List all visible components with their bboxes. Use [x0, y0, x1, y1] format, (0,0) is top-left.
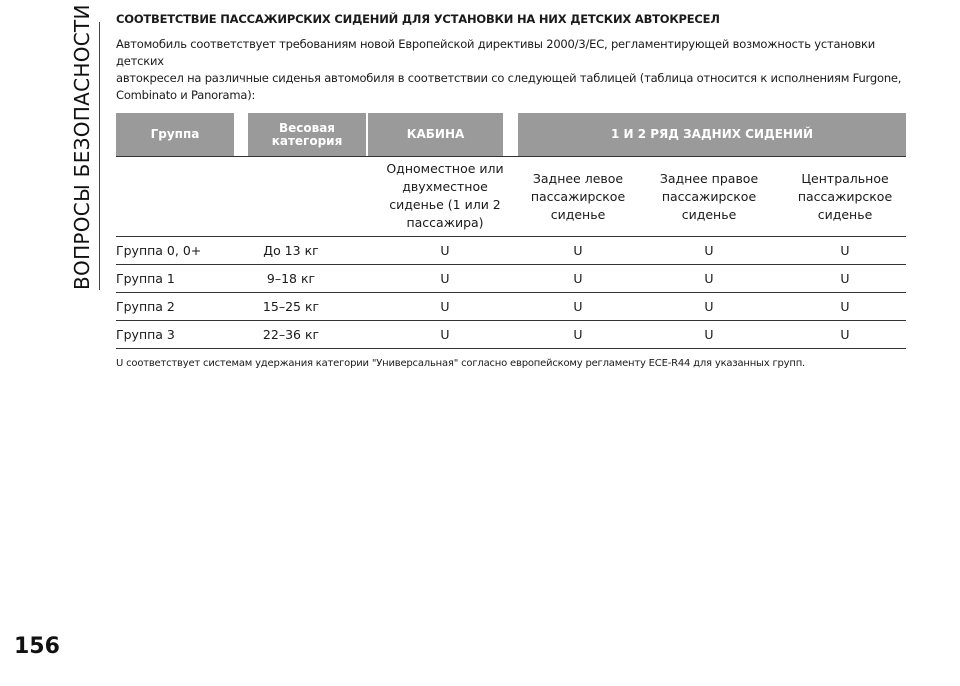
cell-cabin: U	[440, 327, 450, 342]
cell-group: Группа 3	[116, 327, 175, 342]
header-group-label: Группа	[150, 127, 200, 141]
table-row	[116, 237, 906, 265]
cell-rear-right: U	[704, 327, 714, 342]
subheader-cabin-seat	[371, 160, 519, 232]
subheader-line: сиденье	[681, 207, 737, 222]
cell-center: U	[840, 299, 850, 314]
cell-cabin: U	[440, 271, 450, 286]
subheader-line: пассажира)	[406, 215, 484, 230]
side-divider	[99, 22, 100, 290]
subheader-line: сиденье	[817, 207, 873, 222]
cell-weight: До 13 кг	[263, 243, 319, 258]
cell-center: U	[840, 271, 850, 286]
subheader-line: сиденье (1 или 2	[389, 197, 501, 212]
subheader-center	[785, 170, 905, 224]
cell-cabin: U	[440, 243, 450, 258]
header-weight	[248, 113, 366, 156]
cell-cabin: U	[440, 299, 450, 314]
cell-weight: 22–36 кг	[262, 327, 320, 342]
cell-rear-left: U	[573, 327, 583, 342]
table-header	[116, 113, 906, 156]
cell-center: U	[840, 243, 850, 258]
cell-rear-left: U	[573, 299, 583, 314]
subheader-line: Центральное	[801, 171, 889, 186]
table-row	[116, 321, 906, 349]
subheader-line: пассажирское	[797, 189, 893, 204]
subheader-line: сиденье	[550, 207, 606, 222]
subheader-line: Заднее правое	[659, 171, 759, 186]
header-cabin	[368, 113, 503, 156]
subheader-line: пассажирское	[530, 189, 626, 204]
subheader-line: Одноместное или	[386, 161, 504, 176]
cell-center: U	[840, 327, 850, 342]
cell-group: Группа 0, 0+	[116, 243, 202, 258]
cell-weight: 9–18 кг	[266, 271, 316, 286]
header-rear-rows	[518, 113, 906, 156]
section-side-label: ВОПРОСЫ БЕЗОПАСНОСТИ	[70, 4, 94, 290]
page-number: 156	[14, 634, 60, 659]
child-seat-table	[116, 113, 906, 349]
header-weight-label: Весовая	[278, 120, 336, 135]
cell-group: Группа 1	[116, 271, 175, 286]
cell-rear-right: U	[704, 299, 714, 314]
table-row	[116, 265, 906, 293]
subheader-line: Заднее левое	[532, 171, 624, 186]
table-subheader	[116, 156, 906, 237]
table-footnote: U соответствует системам удержания категории "Универсальная" согласно европейскому регламенту ECE-R44 для указанных групп.	[116, 358, 806, 369]
header-weight-label: категория	[271, 133, 343, 148]
cell-rear-right: U	[704, 243, 714, 258]
cell-rear-left: U	[573, 243, 583, 258]
intro-line: Combinato и Panorama):	[116, 88, 256, 102]
intro-line: автокресел на различные сиденья автомобиля в соответствии со следующей таблицей (таблица относится к исполнениям Furgone,	[116, 71, 902, 85]
table-row	[116, 293, 906, 321]
header-rear-rows-label: 1 И 2 РЯД ЗАДНИХ СИДЕНИЙ	[610, 127, 814, 141]
intro-line: Автомобиль соответствует требованиям новой Европейской директивы 2000/3/EC, регламентирующей возможность установки детских	[116, 37, 876, 68]
subheader-line: двухместное	[402, 179, 488, 194]
subheader-rear-left	[519, 170, 637, 224]
section-title: СООТВЕТСТВИЕ ПАССАЖИРСКИХ СИДЕНИЙ ДЛЯ УСТАНОВКИ НА НИХ ДЕТСКИХ АВТОКРЕСЕЛ	[116, 12, 720, 26]
cell-weight: 15–25 кг	[262, 299, 320, 314]
subheader-line: пассажирское	[661, 189, 757, 204]
cell-rear-left: U	[573, 271, 583, 286]
header-cabin-label: КАБИНА	[406, 127, 465, 141]
page-content	[116, 12, 906, 104]
intro-paragraph	[116, 36, 906, 104]
cell-group: Группа 2	[116, 299, 175, 314]
subheader-rear-right	[649, 170, 769, 224]
header-group	[116, 113, 234, 156]
cell-rear-right: U	[704, 271, 714, 286]
